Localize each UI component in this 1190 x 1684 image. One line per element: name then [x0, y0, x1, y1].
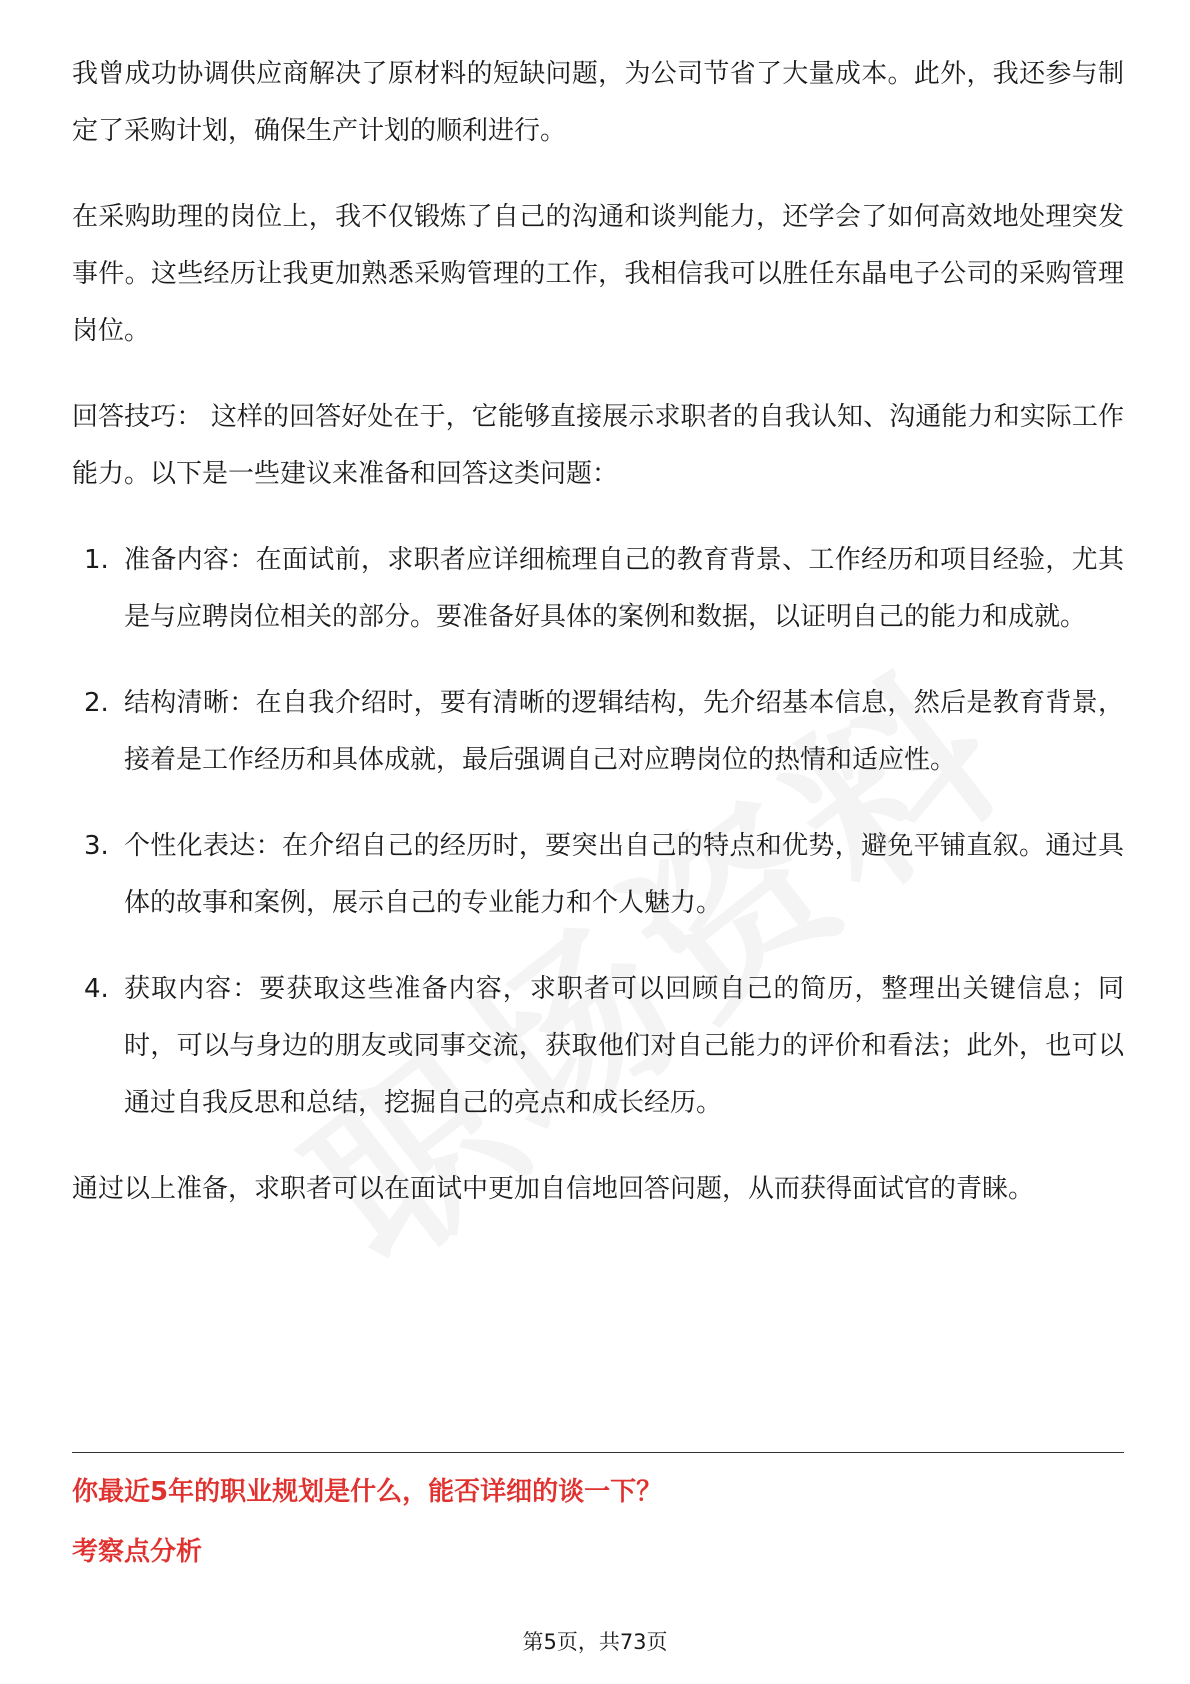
paragraph-experience: 在采购助理的岗位上，我不仅锻炼了自己的沟通和谈判能力，还学会了如何高效地处理突发事件。这些经历让我更加熟悉采购管理的工作，我相信我可以胜任东晶电子公司的采购管理岗位。 — [72, 202, 1124, 346]
paragraph-tips-intro: 回答技巧： 这样的回答好处在于，它能够直接展示求职者的自我认知、沟通能力和实际工作能力。以下是一些建议来准备和回答这类问题： — [72, 402, 1124, 489]
list-item — [72, 961, 1124, 1132]
list-item-text: 准备内容：在面试前，求职者应详细梳理自己的教育背景、工作经历和项目经验，尤其是与应聘岗位相关的部分。要准备好具体的案例和数据，以证明自己的能力和成就。 — [124, 545, 1124, 632]
list-item-text: 结构清晰：在自我介绍时，要有清晰的逻辑结构，先介绍基本信息，然后是教育背景，接着是工作经历和具体成就，最后强调自己对应聘岗位的热情和适应性。 — [124, 688, 1124, 775]
question-heading: 你最近5年的职业规划是什么，能否详细的谈一下？ — [72, 1477, 663, 1507]
list-item-text: 个性化表达：在介绍自己的经历时，要突出自己的特点和优势，避免平铺直叙。通过具体的故事和案例，展示自己的专业能力和个人魅力。 — [124, 831, 1124, 918]
analysis-subheading: 考察点分析 — [72, 1537, 203, 1567]
list-item-number: 1. — [84, 545, 109, 575]
section-divider — [72, 1452, 1124, 1453]
list-item-text: 获取内容：要获取这些准备内容，求职者可以回顾自己的简历，整理出关键信息；同时，可以与身边的朋友或同事交流，获取他们对自己能力的评价和看法；此外，也可以通过自我反思和总结，挖掘自己的亮点和成长经历。 — [124, 974, 1124, 1118]
list-item-number: 4. — [84, 974, 109, 1004]
list-item — [72, 532, 1124, 646]
list-item — [72, 675, 1124, 789]
paragraph-conclusion: 通过以上准备，求职者可以在面试中更加自信地回答问题，从而获得面试官的青睐。 — [72, 1174, 1035, 1204]
page-content — [72, 46, 1124, 1247]
paragraph-achievement: 我曾成功协调供应商解决了原材料的短缺问题，为公司节省了大量成本。此外，我还参与制定了采购计划，确保生产计划的顺利进行。 — [72, 59, 1124, 146]
tips-list — [72, 532, 1124, 1132]
list-item-number: 3. — [84, 831, 109, 861]
page-number-footer: 第5页，共73页 — [522, 1630, 668, 1654]
list-item-number: 2. — [84, 688, 109, 718]
list-item — [72, 818, 1124, 932]
